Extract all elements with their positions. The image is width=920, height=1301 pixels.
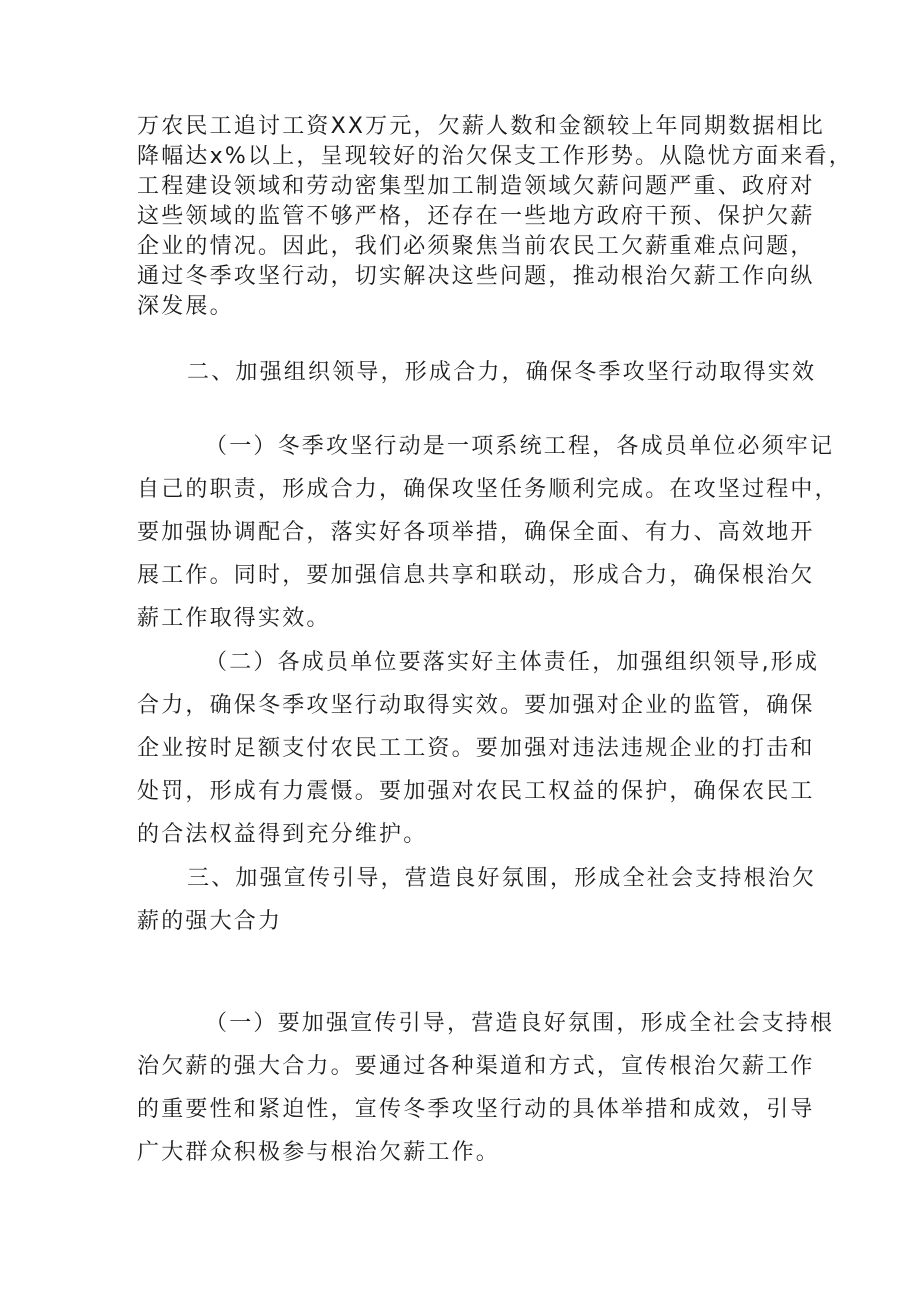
section-heading: 薪的强大合力 <box>137 909 283 934</box>
paragraph-line: 工程建设领域和劳动密集型加工制造领域欠薪问题严重、政府对 <box>137 174 815 199</box>
intro-paragraph <box>137 112 853 322</box>
section-heading: 三、加强宣传引导，营造良好氛围，形成全社会支持根治欠 <box>187 866 817 891</box>
paragraph-line: 展工作。同时，要加强信息共享和联动，形成合力，确保根治欠 <box>137 563 815 588</box>
section-heading: 二、加强组织领导，形成合力，确保冬季攻坚行动取得实效 <box>187 360 817 385</box>
paragraph-line: （一）冬季攻坚行动是一项系统工程，各成员单位必须牢记 <box>205 434 835 459</box>
paragraph-line: 治欠薪的强大合力。要通过各种渠道和方式，宣传根治欠薪工作 <box>137 1054 815 1079</box>
paragraph-line: 企业的情况。因此，我们必须聚焦当前农民工欠薪重难点问题， <box>137 234 815 259</box>
paragraph-line: 万农民工追讨工资XX万元，欠薪人数和金额较上年同期数据相比 <box>137 114 825 139</box>
paragraph-line: 的合法权益得到充分维护。 <box>137 822 428 847</box>
section-2-paragraph-1 <box>137 425 839 640</box>
paragraph-line: 降幅达x%以上，呈现较好的治欠保支工作形势。从隐忧方面来看， <box>137 144 853 169</box>
paragraph-line: 要加强协调配合，落实好各项举措，确保全面、有力、高效地开 <box>137 520 815 545</box>
paragraph-line: 深发展。 <box>137 294 234 319</box>
paragraph-line: 合力，确保冬季攻坚行动取得实效。要加强对企业的监管，确保 <box>137 693 815 718</box>
paragraph-line: 这些领域的监管不够严格，还存在一些地方政府干预、保护欠薪 <box>137 204 815 229</box>
paragraph-line: （二）各成员单位要落实好主体责任，加强组织领导,形成 <box>205 650 820 675</box>
section-2-heading <box>137 351 817 394</box>
section-3-heading <box>137 857 817 943</box>
paragraph-line: 企业按时足额支付农民工工资。要加强对违法违规企业的打击和 <box>137 736 815 761</box>
paragraph-line: 广大群众积极参与根治欠薪工作。 <box>137 1140 501 1165</box>
paragraph-line: （一）要加强宣传引导，营造良好氛围，形成全社会支持根 <box>205 1011 835 1036</box>
paragraph-line: 的重要性和紧迫性，宣传冬季攻坚行动的具体举措和成效，引导 <box>137 1097 815 1122</box>
paragraph-line: 薪工作取得实效。 <box>137 606 331 631</box>
section-3-paragraph-1 <box>137 1002 835 1174</box>
section-2-paragraph-2 <box>137 641 820 856</box>
paragraph-line: 处罚，形成有力震慑。要加强对农民工权益的保护，确保农民工 <box>137 779 815 804</box>
paragraph-line: 自己的职责，形成合力，确保攻坚任务顺利完成。在攻坚过程中， <box>137 477 839 502</box>
paragraph-line: 通过冬季攻坚行动，切实解决这些问题，推动根治欠薪工作向纵 <box>137 264 815 289</box>
